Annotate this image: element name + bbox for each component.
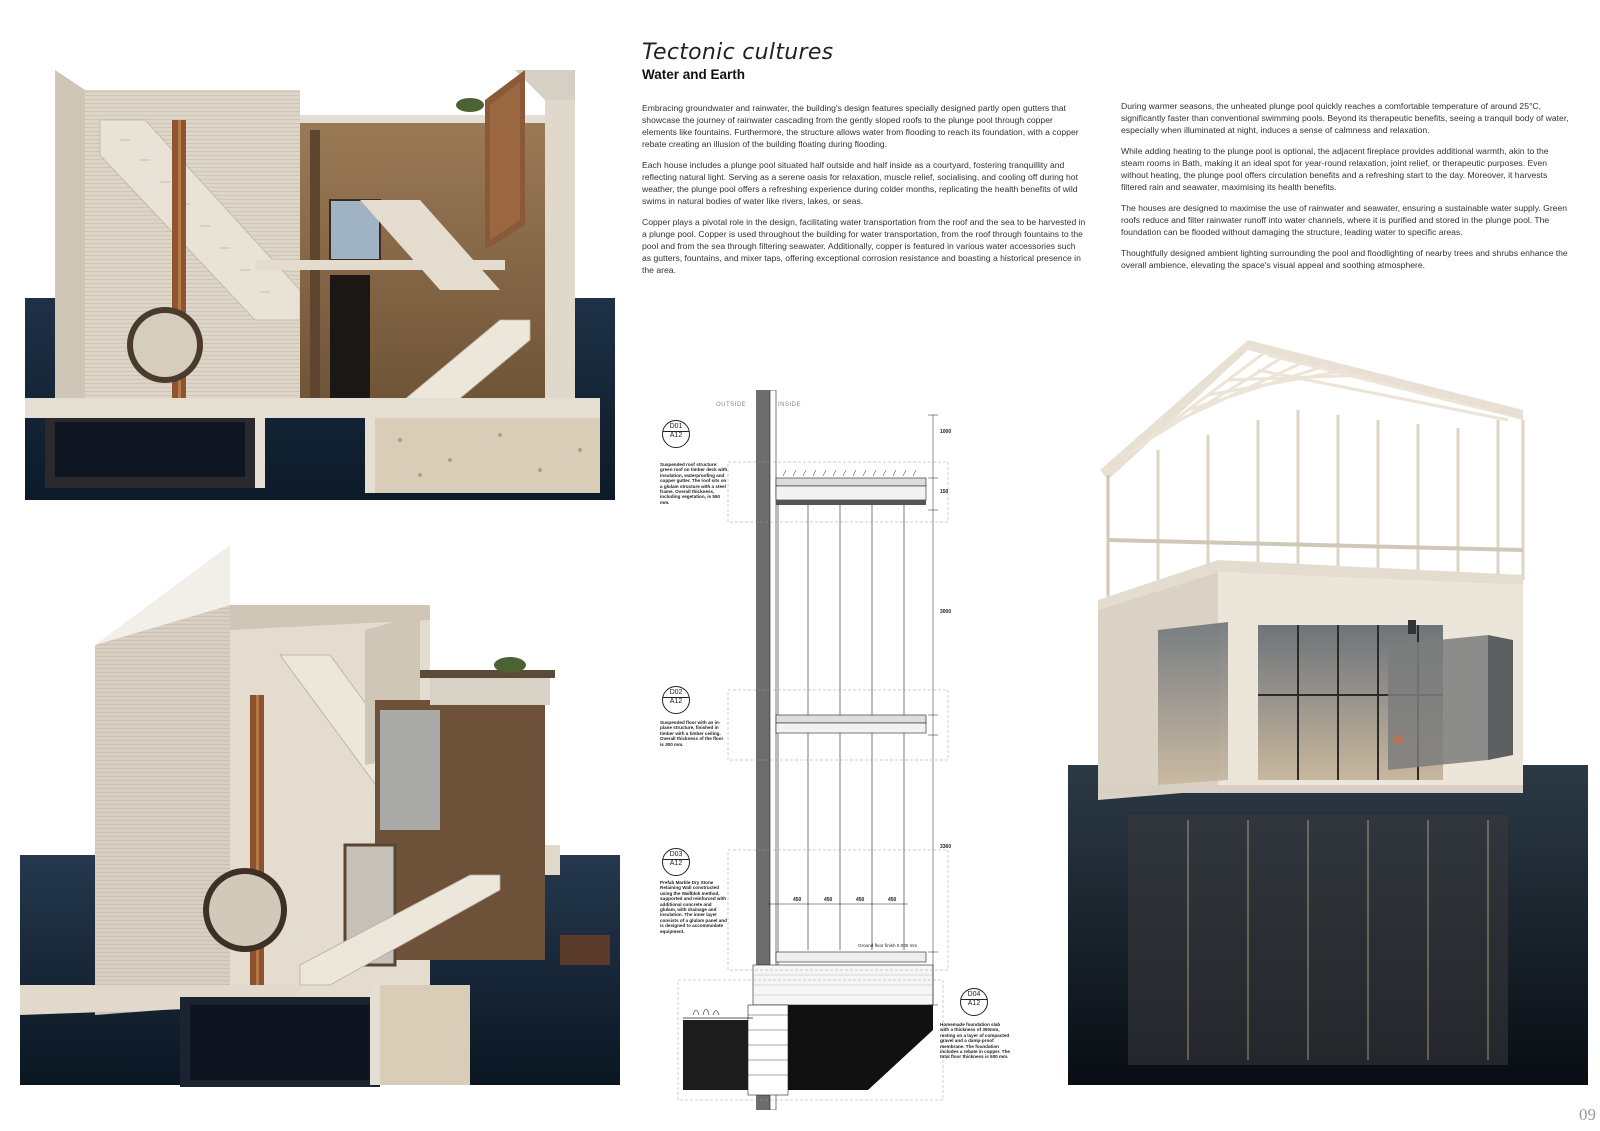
note-roof: Suspended roof structure: green roof on timber deck with insulation, waterproofing and copper gutter. The roof sits on a glulam structure with a steel frame. Overall thickness, including vegetation, is 550 mm. (660, 462, 728, 505)
callout-d04-bottom: A12 (967, 1000, 981, 1007)
callout-d01 (662, 420, 690, 448)
render-section-cut-top (0, 60, 620, 510)
paragraph-copper: Copper plays a pivotal role in the design, facilitating water transportation from the roof and the sea to be harvested in a plunge pool. Copper is used throughout the building for water transportation, from the roof through fountains to the pool and from the sea through filtering seawater. Additionally, copper is featured in various water accessories such as gutters, fountains, and mixer taps, offering exceptional corrosion resistance and boasting a historical presence in the area. (642, 217, 1086, 275)
callout-d01-bottom: A12 (669, 432, 683, 439)
text-column-right (1121, 100, 1571, 280)
text-column-left (642, 102, 1087, 285)
section-label-outside: OUTSIDE (716, 402, 747, 408)
callout-d01-top: D01 (663, 421, 689, 432)
render-top-svg (0, 60, 620, 510)
render-section-cut-bottom (0, 545, 620, 1095)
callout-d02-bottom: A12 (669, 698, 683, 705)
paragraph-warmer-seasons: During warmer seasons, the unheated plunge pool quickly reaches a comfortable temperature of around 25°C, significantly faster than conventional swimming pools. Beyond its therapeutic benefits, seeing a tranquil body of water, especially when illuminated at night, induces a sense of calmness and relaxation. (1121, 101, 1569, 135)
render-bottom-svg (0, 545, 620, 1095)
dim-lower-storey: 3360 (940, 844, 952, 850)
dim-roof-build: 150 (940, 489, 949, 495)
callout-d02 (662, 686, 690, 714)
paragraph-plunge-pool: Each house includes a plunge pool situated half outside and half inside as a courtyard, fostering tranquillity and reflecting natural light. Serving as a serene oasis for relaxation, muscle relief, socialising, and cooling off during hot weather, the plunge pool offers a refreshing experience during colder months, replicating the health benefits of wild swims in natural bodies of water like rivers, lakes, or seas. (642, 160, 1078, 206)
callout-d03-top: D03 (663, 849, 689, 860)
page-number: 09 (1579, 1105, 1596, 1124)
dim-bay-3: 450 (856, 897, 865, 903)
paragraph-lighting: Thoughtfully designed ambient lighting surrounding the pool and floodlighting of nearby trees and shrubs enhance the overall ambience, elevating the space's visual appeal and soothing atmosphere. (1121, 248, 1568, 270)
callout-d03-bottom: A12 (669, 860, 683, 867)
callout-d03 (662, 848, 690, 876)
callout-d02-top: D02 (663, 687, 689, 698)
dim-upper-storey: 3000 (940, 609, 952, 615)
render-exterior-svg (1068, 340, 1588, 1110)
note-wall: Prefab Marble Dry Stone Retaining Wall constructed using the Wallblok method, supported and reinforced with additional concrete and glulam, with drainage and insulation. The inner layer consists of a glulam panel and is designed to accommodate equipment. (660, 880, 727, 934)
page-subtitle: Water and Earth (642, 67, 746, 82)
ground-floor-note: Ground floor finish 0.000 mm (858, 943, 918, 948)
render-exterior-right (1068, 340, 1588, 1110)
technical-section-drawing (660, 390, 1010, 1110)
page-title: Tectonic cultures (642, 40, 834, 65)
dim-bay-4: 450 (888, 897, 897, 903)
paragraph-groundwater: Embracing groundwater and rainwater, the building's design features specially designed partly open gutters that showcase the journey of rainwater cascading from the gently sloped roofs to the plunge pool through copper elements like fountains. Furthermore, the structure allows water from flooding to reach its foundation, with a copper rebate creating an illusion of the building floating during flooding. (642, 103, 1079, 149)
section-label-inside: INSIDE (778, 402, 802, 408)
dim-bay-2: 450 (824, 897, 833, 903)
note-foundation: Homemade foundation slab with a thickness of 300mm, resting on a layer of compacted gravel and a damp-proof membrane. The foundation includes a rebate in copper. The total floor thickness is 500 mm. (940, 1022, 1010, 1060)
note-floor: Suspended floor with an in-plane structure, finished in timber with a timber ceiling. Overall thickness of the floor is 300 mm. (660, 720, 724, 747)
paragraph-rainwater: The houses are designed to maximise the use of rainwater and seawater, ensuring a sustainable water supply. Green roofs reduce and filter rainwater runoff into water channels, where it is purified and stored in the plunge pool. The foundation can be flooded without damaging the structure, leading water to specific areas. (1121, 203, 1568, 237)
dim-roof: 1000 (940, 429, 952, 435)
dim-bay-1: 450 (793, 897, 802, 903)
paragraph-heating: While adding heating to the plunge pool is optional, the adjacent fireplace provides additional warmth, akin to the steam rooms in Bath, making it an ideal spot for year-round relaxation, joint relief, or therapeutic purposes. Even without heating, the plunge pool offers circulation benefits and a refreshing start to the day. Moreover, it harvests filtered rain and seawater, maximising its health benefits. (1121, 146, 1549, 192)
callout-d04-top: D04 (961, 989, 987, 1000)
callout-d04 (960, 988, 988, 1016)
